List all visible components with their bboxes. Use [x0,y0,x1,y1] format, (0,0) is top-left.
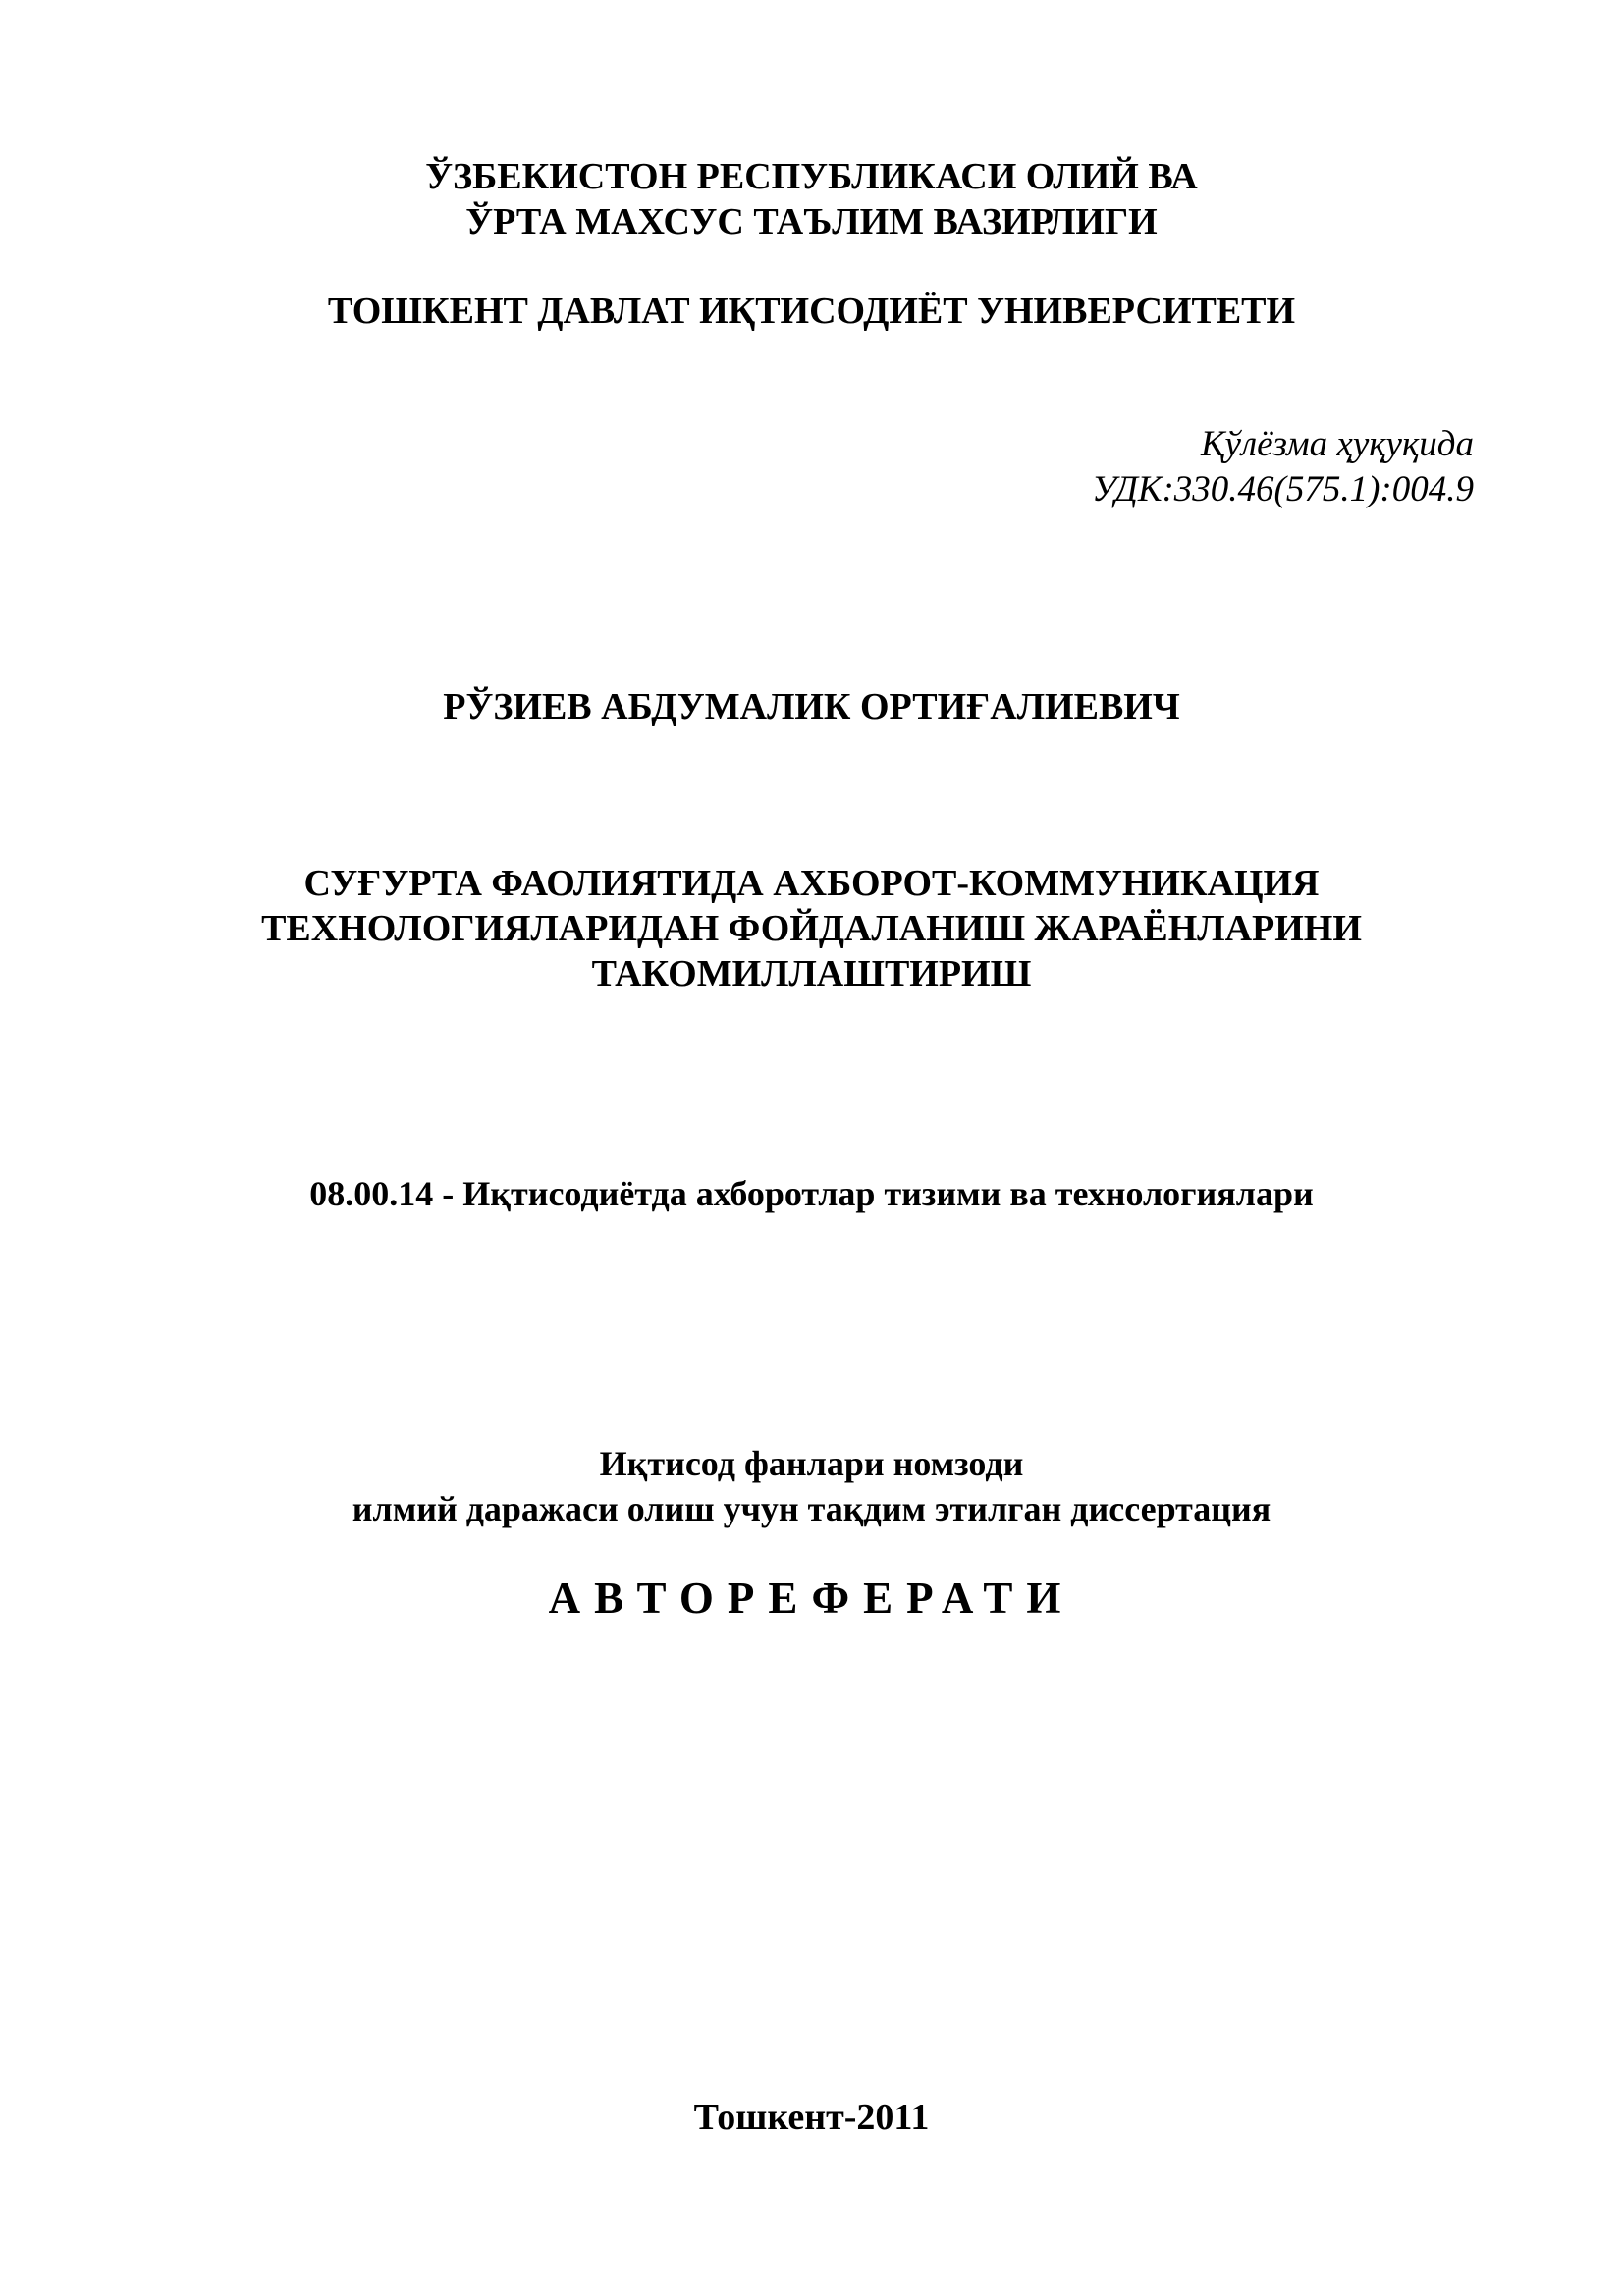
manuscript-rights: Қўлёзма ҳуқуқида [1200,424,1474,464]
dissertation-title-line-2: ТЕХНОЛОГИЯЛАРИДАН ФОЙДАЛАНИШ ЖАРАЁНЛАРИНИ [261,908,1362,949]
author-name: РЎЗИЕВ АБДУМАЛИК ОРТИҒАЛИЕВИЧ [443,686,1180,727]
place-year: Тошкент-2011 [693,2097,930,2138]
dissertation-title-line-1: СУҒУРТА ФАОЛИЯТИДА АХБОРОТ-КОММУНИКАЦИЯ [303,863,1320,904]
ministry-line-1: ЎЗБЕКИСТОН РЕСПУБЛИКАСИ ОЛИЙ ВА [425,156,1198,197]
degree-line-2: илмий даражаси олиш учун тақдим этилган диссертация [352,1489,1271,1528]
specialty-code: 08.00.14 - Иқтисодиётда ахборотлар тизими ва технологиялари [309,1174,1314,1213]
university-name: ТОШКЕНТ ДАВЛАТ ИҚТИСОДИЁТ УНИВЕРСИТЕТИ [327,291,1296,332]
udc-code: УДК:330.46(575.1):004.9 [1091,469,1474,509]
dissertation-title-line-3: ТАКОМИЛЛАШТИРИШ [591,953,1032,994]
degree-line-1: Иқтисод фанлари номзоди [599,1444,1024,1483]
ministry-line-2: ЎРТА МАХСУС ТАЪЛИМ ВАЗИРЛИГИ [465,201,1158,242]
document-type: АВТОРЕФЕРАТИ [548,1574,1075,1623]
